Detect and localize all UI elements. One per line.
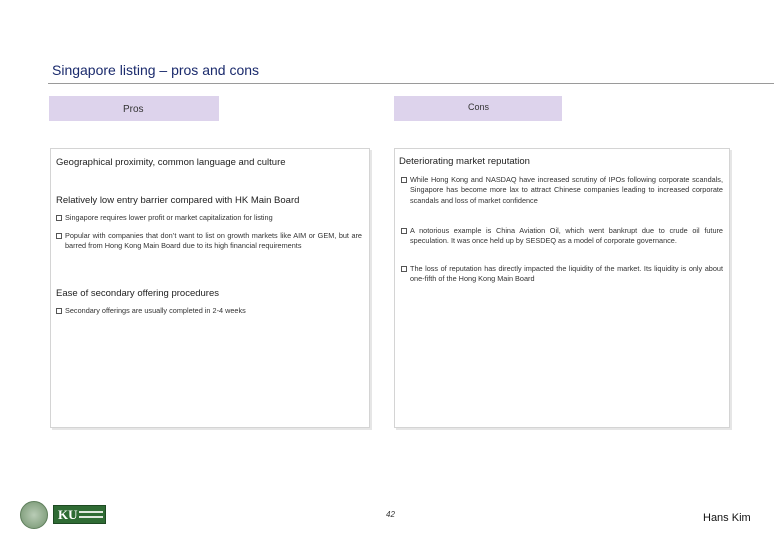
cons-header xyxy=(394,96,562,121)
bullet-box-icon xyxy=(401,228,407,234)
cons-bullet-text: While Hong Kong and NASDAQ have increased scrutiny of IPOs following corporate scandals, Singapore has become more lax to attract Chinese companies leading to increased corporate scandals and loss of market confidence xyxy=(410,175,723,205)
pros-bullet-text: Popular with companies that don’t want to list on growth markets like AIM or GEM, but are barred from Hong Kong Main Board due to its high financial requirements xyxy=(65,231,362,251)
cons-section-heading: Deteriorating market reputation xyxy=(399,156,530,167)
pros-header-label: Pros xyxy=(123,104,144,115)
pros-panel xyxy=(50,148,370,428)
bullet-box-icon xyxy=(401,177,407,183)
logo-text: KU xyxy=(58,507,78,522)
author-name: Hans Kim xyxy=(703,512,751,524)
bullet-box-icon xyxy=(56,215,62,221)
cons-bullet xyxy=(410,226,723,247)
cons-bullet xyxy=(410,264,723,285)
logo-line xyxy=(79,516,103,518)
page-number: 42 xyxy=(386,510,395,519)
cons-bullet xyxy=(410,175,723,206)
bullet-box-icon xyxy=(56,308,62,314)
logo-line xyxy=(79,511,103,513)
university-logo xyxy=(53,505,106,524)
university-seal-logo xyxy=(20,501,48,529)
pros-bullet-text: Singapore requires lower profit or market capitalization for listing xyxy=(65,213,273,222)
pros-header xyxy=(49,96,219,121)
pros-bullet xyxy=(65,231,362,252)
page-title: Singapore listing – pros and cons xyxy=(52,62,260,78)
pros-bullet xyxy=(65,306,361,316)
pros-section-heading: Ease of secondary offering procedures xyxy=(56,288,220,299)
cons-bullet-text: The loss of reputation has directly impacted the liquidity of the market. Its liquidity is only about one-fifth of the Hong Kong Main Board xyxy=(410,264,723,284)
cons-bullet-text: A notorious example is China Aviation Oil, which went bankrupt due to crude oil future speculation. It was once held up by SESDEQ as a model of corporate governance. xyxy=(410,226,723,246)
cons-header-label: Cons xyxy=(468,102,490,112)
pros-bullet xyxy=(65,213,361,223)
title-divider xyxy=(48,83,774,84)
pros-bullet-text: Secondary offerings are usually completed in 2-4 weeks xyxy=(65,306,246,315)
bullet-box-icon xyxy=(401,266,407,272)
pros-section-heading: Relatively low entry barrier compared with HK Main Board xyxy=(56,195,300,206)
pros-section-heading: Geographical proximity, common language and culture xyxy=(56,157,286,168)
cons-panel xyxy=(394,148,730,428)
bullet-box-icon xyxy=(56,233,62,239)
